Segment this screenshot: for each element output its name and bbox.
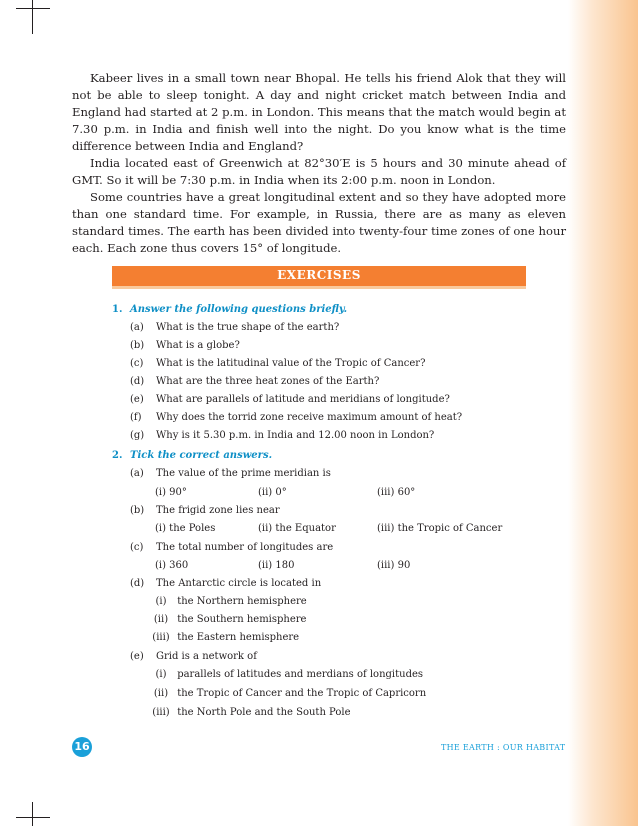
intro-text <box>72 70 566 257</box>
crop-mark-top-left-vertical <box>32 0 33 34</box>
item-text: Grid is a network of <box>156 651 257 662</box>
intro-paragraph: Kabeer lives in a small town near Bhopal. He tells his friend Alok that they will not be able to sleep tonight. A day and night cricket match between India and England had started at 2 p.m. in London. This means that the match would begin at 7.30 p.m. in India and finish well into the night. Do you know what is the time difference between India and England? <box>72 71 566 153</box>
list-item <box>130 430 434 442</box>
question-text: Answer the following questions briefly. <box>130 304 348 315</box>
list-item <box>130 542 333 554</box>
exercises-banner <box>112 266 526 289</box>
item-text: What is the true shape of the earth? <box>156 322 340 333</box>
item-text: Why does the torrid zone receive maximum amount of heat? <box>156 412 463 423</box>
option-label: (ii) <box>153 614 169 625</box>
question-number: 1. <box>112 304 123 315</box>
question-1-heading <box>112 304 347 315</box>
answer-option[interactable] <box>148 688 426 699</box>
answer-option[interactable]: (iii) 90 <box>377 560 411 571</box>
item-label: (a) <box>130 468 144 479</box>
item-label: (f) <box>130 412 142 423</box>
list-item <box>130 578 321 590</box>
item-label: (e) <box>130 651 144 662</box>
option-text: the Northern hemisphere <box>177 596 307 607</box>
list-item <box>130 358 425 370</box>
list-item <box>130 651 257 663</box>
item-label: (a) <box>130 322 144 333</box>
item-text: The Antarctic circle is located in <box>156 578 322 589</box>
answer-option[interactable]: (iii) the Tropic of Cancer <box>377 523 503 534</box>
answer-option[interactable]: (i) 360 <box>155 560 189 571</box>
answer-option[interactable]: (iii) 60° <box>377 487 416 498</box>
item-label: (d) <box>130 376 145 387</box>
list-item <box>130 376 379 388</box>
list-item <box>130 412 462 424</box>
answer-option[interactable]: (i) the Poles <box>155 523 216 534</box>
option-label: (ii) <box>153 688 169 699</box>
answer-option[interactable] <box>148 707 351 718</box>
item-text: The total number of longitudes are <box>156 542 334 553</box>
option-text: the Eastern hemisphere <box>177 632 300 643</box>
item-text: What is a globe? <box>156 340 240 351</box>
option-text: the Southern hemisphere <box>177 614 307 625</box>
list-item <box>130 322 339 334</box>
answer-option[interactable] <box>148 614 306 625</box>
crop-mark-top-left <box>16 8 50 9</box>
option-text: parallels of latitudes and merdians of longitudes <box>177 669 424 680</box>
question-text: Tick the correct answers. <box>130 450 273 461</box>
option-text: the North Pole and the South Pole <box>177 707 351 718</box>
list-item <box>130 505 280 517</box>
page-number-badge: 16 <box>72 737 92 757</box>
intro-paragraph: Some countries have a great longitudinal extent and so they have adopted more than one standard time. For example, in Russia, there are as many as eleven standard times. The earth has been divided into twenty-four time zones of one hour each. Each zone thus covers 15° of longitude. <box>72 190 566 255</box>
item-label: (b) <box>130 340 145 351</box>
list-item <box>130 340 240 352</box>
item-text: The frigid zone lies near <box>156 505 280 516</box>
item-text: What are parallels of latitude and meridians of longitude? <box>156 394 450 405</box>
option-text: the Tropic of Cancer and the Tropic of Capricorn <box>177 688 427 699</box>
answer-option[interactable] <box>148 596 307 607</box>
answer-option[interactable]: (i) 90° <box>155 487 187 498</box>
item-text: What is the latitudinal value of the Tropic of Cancer? <box>156 358 426 369</box>
item-text: The value of the prime meridian is <box>156 468 331 479</box>
item-text: What are the three heat zones of the Earth? <box>156 376 380 387</box>
item-label: (c) <box>130 358 144 369</box>
question-number: 2. <box>112 450 123 461</box>
answer-option[interactable] <box>148 669 423 680</box>
list-item <box>130 394 450 406</box>
item-label: (g) <box>130 430 145 441</box>
item-label: (d) <box>130 578 145 589</box>
option-label: (iii) <box>152 707 170 718</box>
crop-mark-bottom-left <box>16 817 50 818</box>
list-item <box>130 468 331 480</box>
option-label: (iii) <box>152 632 170 643</box>
question-2-heading <box>112 450 272 461</box>
answer-option[interactable] <box>148 632 299 643</box>
intro-paragraph: India located east of Greenwich at 82°30′E is 5 hours and 30 minute ahead of GMT. So it will be 7:30 p.m. in India when its 2:00 p.m. noon in London. <box>72 156 566 187</box>
page-edge-gradient <box>568 0 638 826</box>
exercises-title: EXERCISES <box>277 268 361 282</box>
answer-option[interactable]: (ii) 0° <box>258 487 287 498</box>
option-label: (i) <box>155 669 167 680</box>
answer-option[interactable]: (ii) the Equator <box>258 523 336 534</box>
item-label: (b) <box>130 505 145 516</box>
item-text: Why is it 5.30 p.m. in India and 12.00 noon in London? <box>156 430 435 441</box>
item-label: (c) <box>130 542 144 553</box>
answer-option[interactable]: (ii) 180 <box>258 560 295 571</box>
option-label: (i) <box>155 596 167 607</box>
crop-mark-bottom-left-vertical <box>32 802 33 826</box>
item-label: (e) <box>130 394 144 405</box>
running-title: THE EARTH : OUR HABITAT <box>441 743 566 752</box>
